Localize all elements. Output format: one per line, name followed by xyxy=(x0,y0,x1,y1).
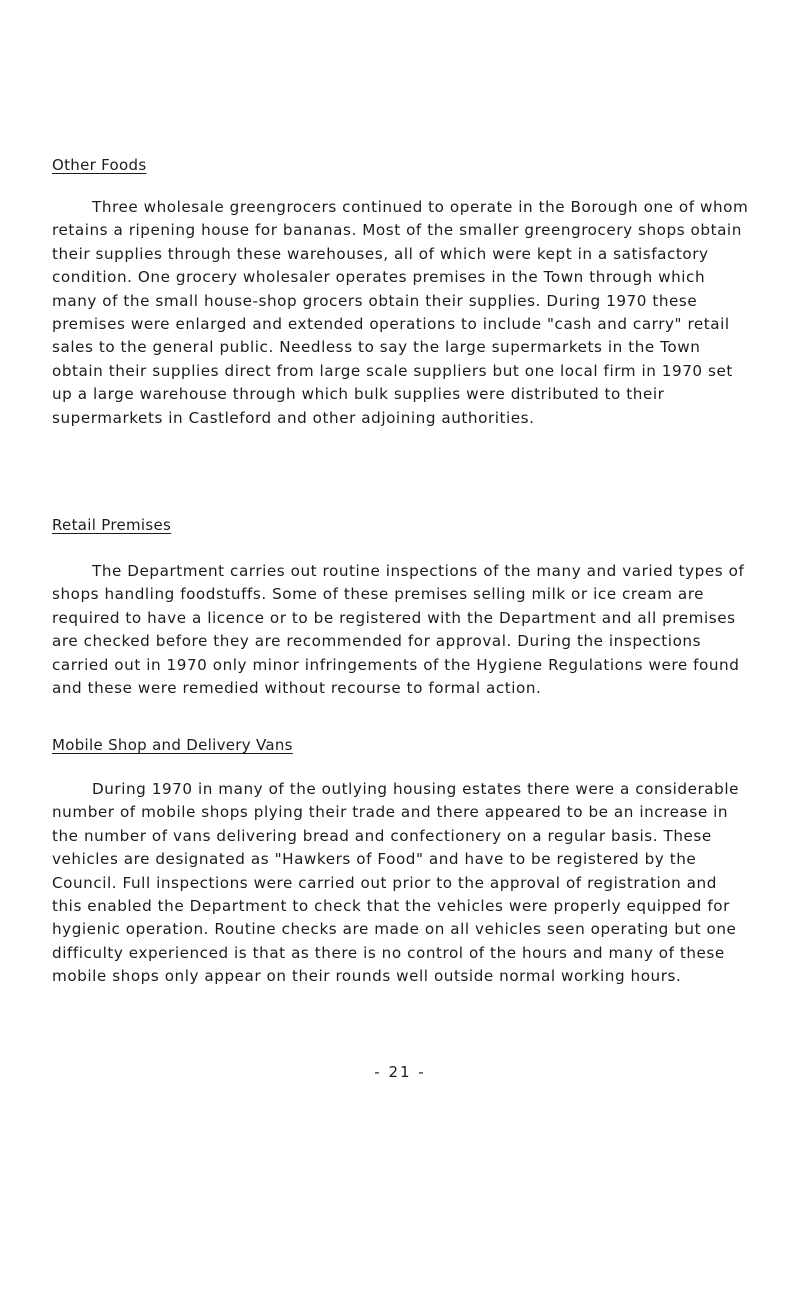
section-heading-mobile-shop: Mobile Shop and Delivery Vans xyxy=(52,736,293,754)
paragraph-retail-premises: The Department carries out routine inspections of the many and varied types of shops handling foodstuffs. Some of these premises selling milk or ice cream are required to have a licence or to be registered with the Department and all premises are checked before they are recommended for approval. During the inspections carried out in 1970 only minor infringements of the Hygiene Regulations were found and these were remedied without recourse to formal action. xyxy=(52,562,745,698)
section-heading-other-foods: Other Foods xyxy=(52,156,147,174)
paragraph-other-foods: Three wholesale greengrocers continued to operate in the Borough one of whom retains a ripening house for bananas. Most of the smaller greengrocery shops obtain their supplies through these warehouses, all of which were kept in a satisfactory condition. One grocery wholesaler operates premises in the Town through which many of the small house-shop grocers obtain their supplies. During 1970 these premises were enlarged and extended operations to include "cash and carry" retail sales to the general public. Needless to say the large supermarkets in the Town obtain their supplies direct from large scale suppliers but one local firm in 1970 set up a large warehouse through which bulk supplies were distributed to their supermarkets in Castleford and other adjoining authorities. xyxy=(52,198,749,427)
section-other-foods xyxy=(52,155,752,430)
section-heading-retail-premises: Retail Premises xyxy=(52,516,172,534)
section-mobile-shop xyxy=(52,735,752,989)
paragraph-mobile-shop: During 1970 in many of the outlying housing estates there were a considerable number of mobile shops plying their trade and there appeared to be an increase in the number of vans delivering bread and confectionery on a regular basis. These vehicles are designated as "Hawkers of Food" and have to be registered by the Council. Full inspections were carried out prior to the approval of registration and this enabled the Department to check that the vehicles were properly equipped for hygienic operation. Routine checks are made on all vehicles seen operating but one difficulty experienced is that as there is no control of the hours and many of these mobile shops only appear on their rounds well outside normal working hours. xyxy=(52,780,739,986)
section-retail-premises xyxy=(52,515,752,700)
page-number: - 21 - xyxy=(374,1063,426,1081)
